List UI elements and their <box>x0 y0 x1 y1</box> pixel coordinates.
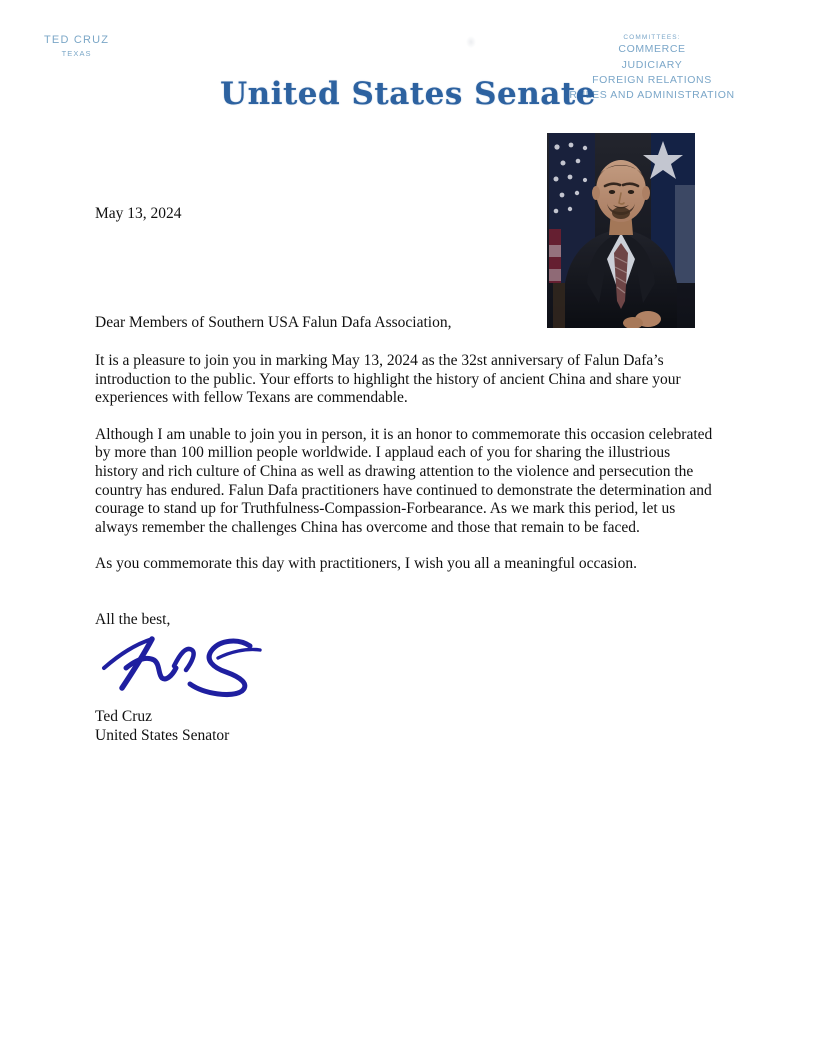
signer-name: Ted Cruz <box>95 708 153 725</box>
committee-item-judiciary: JUDICIARY <box>621 58 683 71</box>
signer-title: United States Senator <box>95 726 230 744</box>
letter-paragraph-3: As you commemorate this day with practitioners, I wish you all a meaningful occasion. <box>95 555 637 573</box>
senator-state: TEXAS <box>61 48 92 58</box>
letter-paragraph-2: Although I am unable to join you in person, it is an honor to commemorate this occasion celebrated by more than 100 million people worldwide. I applaud each of you for sharing the illustrious history and rich culture of China as well as drawing attention to the violence and persecution the country has endured. Falun Dafa practitioners have continued to demonstrate the determination and courage to stand up for Truthfulness-Compassion-Forbearance. As we mark this period, let us always remember the challenges China has overcome and those that remain to be faced. <box>95 425 713 536</box>
masthead-title: United States Senate <box>220 76 596 112</box>
signature-mark <box>100 634 275 696</box>
scan-artifact <box>466 36 476 48</box>
senator-portrait-photo <box>547 133 695 328</box>
senator-name: TED CRUZ <box>44 34 110 46</box>
committee-item-commerce: COMMERCE <box>618 43 686 56</box>
committee-item-foreign-relations: FOREIGN RELATIONS <box>592 73 712 86</box>
committee-item-rules-and-administration: RULES AND ADMINISTRATION <box>569 89 735 102</box>
committees-label: COMMITTEES: <box>623 34 681 41</box>
letterhead-left <box>44 34 109 58</box>
letter-closing: All the best, <box>95 611 171 628</box>
letter-salutation: Dear Members of Southern USA Falun Dafa Association, <box>95 314 452 331</box>
letter-body <box>95 352 717 592</box>
letter-paragraph-1: It is a pleasure to join you in marking May 13, 2024 as the 32st anniversary of Falun Dafa’s introduction to the public. Your efforts to highlight the history of ancient China and share your experiences with fellow Texans are commendable. <box>95 352 681 407</box>
signer-block <box>95 708 229 745</box>
letter-date: May 13, 2024 <box>95 205 182 222</box>
